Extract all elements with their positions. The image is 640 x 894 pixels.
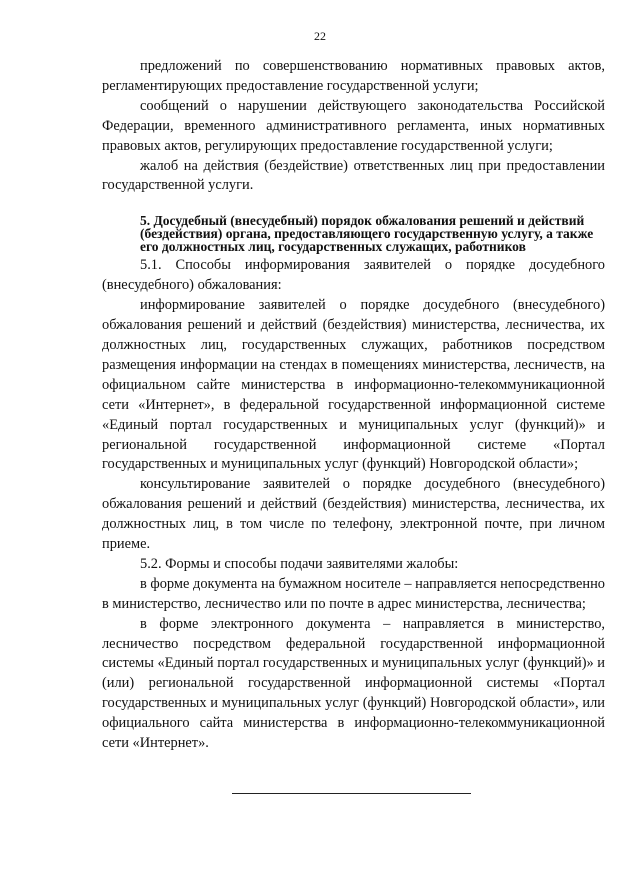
paragraph-paper-form: в форме документа на бумажном носителе – направляется непосредственно в министерство, лесничество или по почте в адрес министерства, лесничества; <box>102 575 605 612</box>
page-number: 22 <box>314 29 326 43</box>
separator-line <box>232 793 471 794</box>
paragraph-consulting: консультирование заявителей о порядке досудебного (внесудебного) обжалования решений и действий (бездействия) министерства, лесничества, их должностных лиц, в том числе по телефону, электронной почте, при личном приеме. <box>102 476 605 553</box>
paragraph-complaints: жалоб на действия (бездействие) ответственных лиц при предоставлении государственной услуги. <box>102 157 605 194</box>
paragraph-proposals: предложений по совершенствованию нормативных правовых актов, регламентирующих предоставление государственной услуги; <box>102 58 605 94</box>
paragraph-5-1: 5.1. Способы информирования заявителей о порядке досудебного (внесудебного) обжалования: <box>102 257 605 294</box>
document-body <box>102 57 605 754</box>
paragraph-informing: информирование заявителей о порядке досудебного (внесудебного) обжалования решений и действий (бездействия) министерства, лесничества, их должностных лиц, государственных служащих, работников посредством размещения информации на стендах в помещениях министерства, лесничеств, на официальном сайте министерства в информационно-телекоммуникационной сети «Интернет», в федеральной государственной информационной системе «Единый портал государственных и муниципальных услуг (функций)» и региональной государственной информационной системе «Портал государственных и муниципальных услуг (функций) Новгородской области»; <box>102 297 605 473</box>
section-heading: 5. Досудебный (внесудебный) порядок обжалования решений и действий (бездействия) органа, предоставляющего государственную услугу, а также его должностных лиц, государственных служащих, работников <box>140 213 594 255</box>
paragraph-reports: сообщений о нарушении действующего законодательства Российской Федерации, временного административного регламента, иных нормативных правовых актов, регулирующих предоставление государственной услуги; <box>102 97 605 154</box>
paragraph-electronic-form: в форме электронного документа – направляется в министерство, лесничество посредством федеральной государственной информационной системы «Единый портал государственных и муниципальных услуг (функций)» и (или) региональной государственной информационной системы «Портал государственных и муниципальных услуг (функций) Новгородской области», или официального сайта министерства в информационно-телекоммуникационной сети «Интернет». <box>102 615 606 752</box>
paragraph-5-2: 5.2. Формы и способы подачи заявителями жалобы: <box>140 555 459 572</box>
